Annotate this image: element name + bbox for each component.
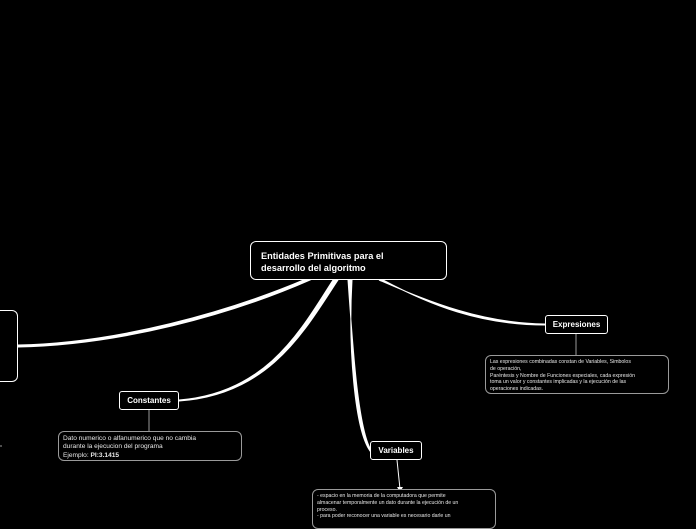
topic-constantes[interactable]: Constantes <box>119 391 179 410</box>
central-topic-line1: Entidades Primitivas para el <box>261 251 384 261</box>
note-expresiones-line5: operaciones indicadas. <box>490 386 544 393</box>
note-constantes[interactable] <box>58 431 242 461</box>
note-expresiones-line4: toma un valor y constantes implicadas y la ejecución de las <box>490 379 627 386</box>
note-expresiones-line2: de operación, <box>490 365 522 372</box>
note-constantes-example-label: Ejemplo: <box>63 451 91 459</box>
note-variables-line4: - para poder reconocer una variable es necesario darle un <box>317 513 451 520</box>
note-expresiones-line1: Las expresiones combinadas constan de Variables, Simbolos <box>490 359 631 365</box>
note-constantes-line3 <box>63 452 237 460</box>
note-variables-line1: - espacio en la memoria de la computadora que permite <box>317 493 446 499</box>
note-expresiones-line3: Paréntesis y Nombre de Funciones especiales, cada expresión <box>490 372 636 379</box>
connector-variables-note <box>397 460 400 489</box>
note-expresiones[interactable] <box>485 355 669 394</box>
topic-variables[interactable]: Variables <box>370 441 422 460</box>
central-topic[interactable] <box>250 241 447 280</box>
branch-left <box>18 279 310 347</box>
branch-expresiones <box>379 280 545 325</box>
left-topic-partial[interactable] <box>0 310 18 382</box>
note-variables-line3: proceso. <box>317 506 337 513</box>
note-constantes-line2: durante la ejecucion del programa <box>63 443 163 451</box>
note-constantes-line1: Dato numerico o alfanumerico que no cambia <box>63 435 197 442</box>
note-variables[interactable] <box>312 489 496 529</box>
branch-variables <box>348 280 371 451</box>
note-constantes-example-value: PI:3.1415 <box>90 451 120 459</box>
note-variables-line2: almacenar temporalmente un dato durante la ejecución de un <box>317 499 459 506</box>
central-topic-line2: desarrollo del algoritmo <box>261 262 366 273</box>
topic-expresiones[interactable]: Expresiones <box>545 315 608 334</box>
